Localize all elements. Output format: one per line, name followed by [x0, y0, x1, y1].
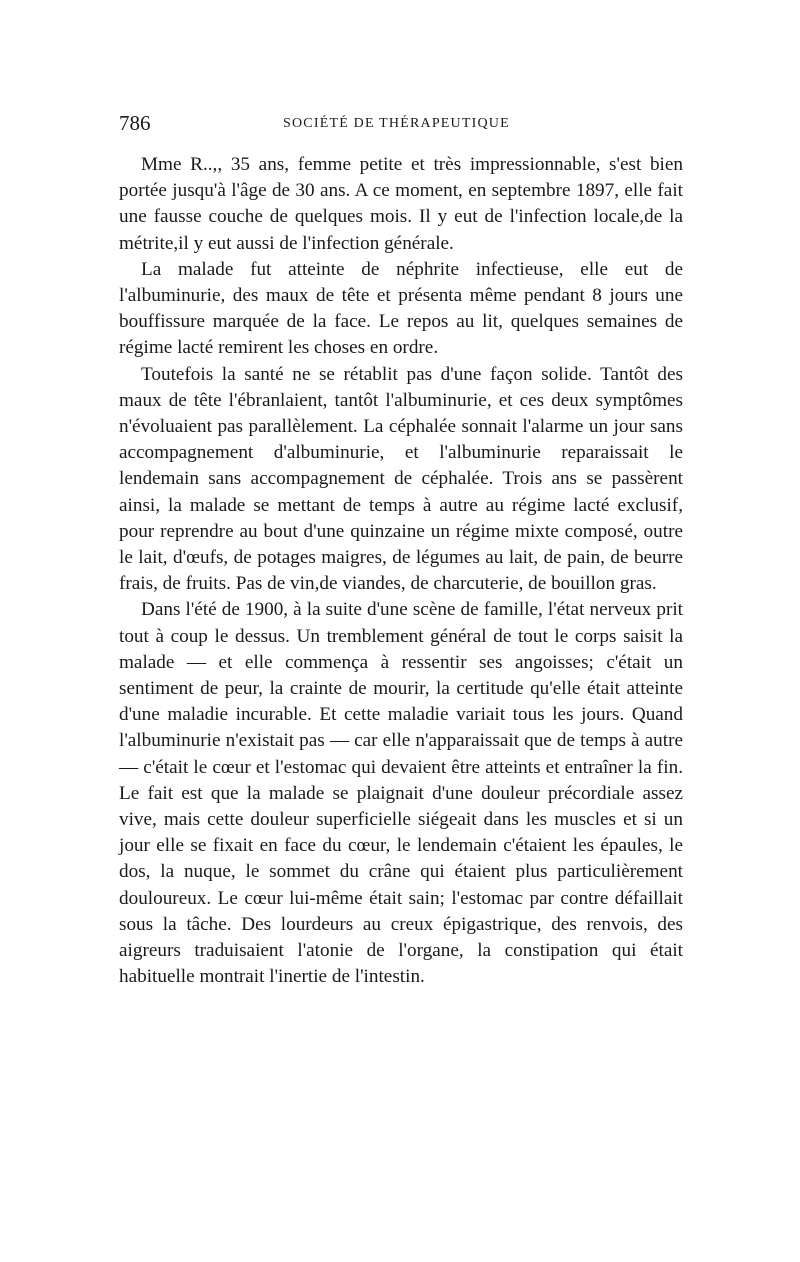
paragraph: Toutefois la santé ne se rétablit pas d'une façon solide. Tantôt des maux de tête l'ébranlaient, tantôt l'albuminurie, et ces deux symptômes n'évoluaient pas parallèlement. La céphalée sonnait l'alarme un jour sans accompagnement d'albuminurie, et l'albuminurie reparaissait le lendemain sans accompagnement de céphalée. Trois ans se passèrent ainsi, la malade se mettant de temps à autre au régime lacté exclusif, pour reprendre au bout d'une quinzaine un régime mixte composé, outre le lait, d'œufs, de potages maigres, de légumes au lait, de pain, de beurre frais, de fruits. Pas de vin,de viandes, de charcuterie, de bouillon gras.: [119, 363, 683, 595]
running-title: SOCIÉTÉ DE THÉRAPEUTIQUE: [283, 116, 510, 131]
paragraph: Mme R..,, 35 ans, femme petite et très impressionnable, s'est bien portée jusqu'à l'âge de 30 ans. A ce moment, en septembre 1897, elle fait une fausse couche de quelques mois. Il y eut de l'infection locale,de la métrite,il y eut aussi de l'infection générale.: [119, 154, 683, 254]
body-text: [119, 152, 683, 991]
paragraph: La malade fut atteinte de néphrite infectieuse, elle eut de l'albuminurie, des maux de tête et présenta même pendant 8 jours une bouffissure marquée de la face. Le repos au lit, quelques semaines de régime lacté remirent les choses en ordre.: [119, 258, 683, 359]
page-number: 786: [119, 111, 151, 135]
paragraph: Dans l'été de 1900, à la suite d'une scène de famille, l'état nerveux prit tout à coup le dessus. Un tremblement général de tout le corps saisit la malade — et elle commença à ressentir ses angoisses; c'était un sentiment de peur, la crainte de mourir, la certitude qu'elle était atteinte d'une maladie incurable. Et cette maladie variait tous les jours. Quand l'albuminurie n'existait pas — car elle n'apparaissait que de temps à autre — c'était le cœur et l'estomac qui devaient être atteints et entraîner la fin. Le fait est que la malade se plaignait d'une douleur précordiale assez vive, mais cette douleur superficielle siégeait dans les muscles et si un jour elle se fixait en face du cœur, le lendemain c'étaient les épaules, le dos, la nuque, le sommet du crâne qui étaient plus particulièrement douloureux. Le cœur lui-même était sain; l'estomac par contre défaillait sous la tâche. Des lourdeurs au creux épigastrique, des renvois, des aigreurs traduisaient l'atonie de l'organe, la constipation qui était habituelle montrait l'inertie de l'intestin.: [119, 599, 683, 988]
page-header: [119, 108, 683, 138]
